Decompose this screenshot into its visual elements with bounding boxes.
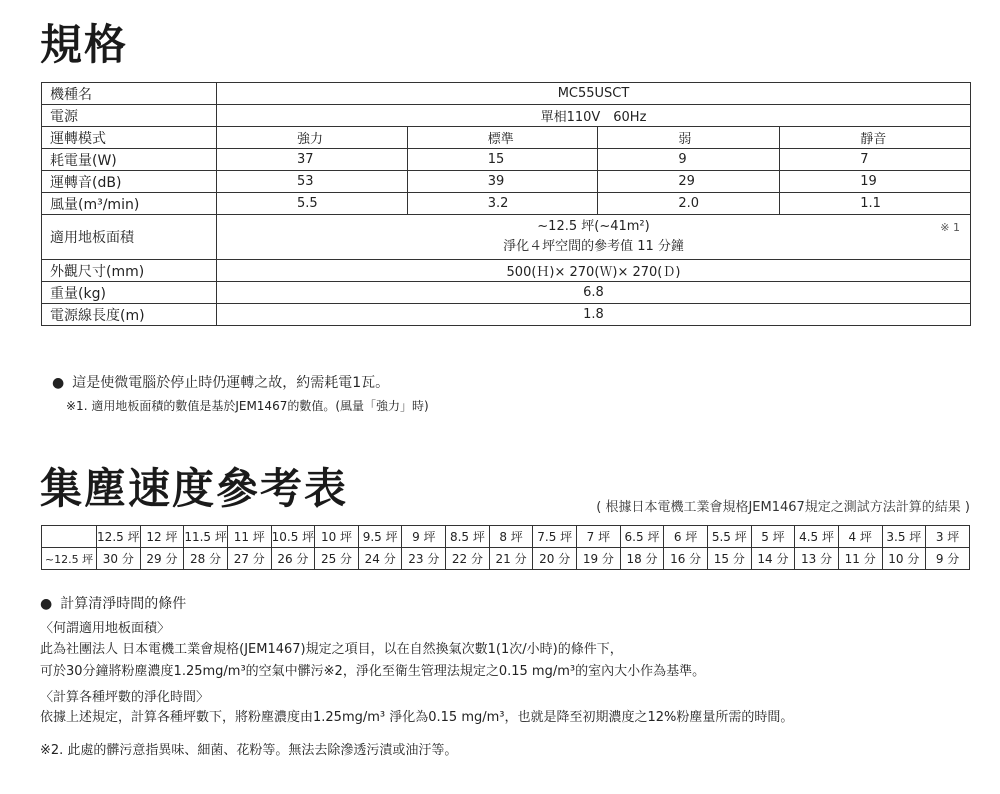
speed-time-cell: 14 分 (751, 548, 795, 570)
spec-value-cord: 1.8 (217, 304, 971, 326)
speed-area-cell: 8 坪 (489, 526, 533, 548)
speed-time-cell: 20 分 (533, 548, 577, 570)
speed-area-cell: 12 坪 (140, 526, 184, 548)
speed-time-cell: 23 分 (402, 548, 446, 570)
spec-row-watts (42, 149, 971, 171)
speed-time-cell: 11 分 (838, 548, 882, 570)
speed-area-cell: 7 坪 (577, 526, 621, 548)
speed-area-cell: 7.5 坪 (533, 526, 577, 548)
spec-label-cord-text: 電源線長度(m) (50, 307, 145, 324)
spec-air-weak: 2.0 (598, 193, 780, 215)
spec-row-mode (42, 127, 971, 149)
spec-label-mode (42, 127, 217, 149)
speed-table (41, 525, 970, 570)
spec-watts-weak: 9 (598, 149, 780, 171)
spec-row-model (42, 83, 971, 105)
spec-watts-quiet: 7 (780, 149, 971, 171)
speed-area-cell: 11 坪 (227, 526, 271, 548)
spec-label-watts (42, 149, 217, 171)
calc-footnote: ※2. 此處的髒污意指異味、細菌、花粉等。無法去除滲透污漬或油汙等。 (40, 743, 458, 758)
spec-mode-quiet: 靜音 (780, 127, 971, 149)
speed-time-cell: 25 分 (315, 548, 359, 570)
spec-value-power: 單相110V 60Hz (217, 105, 971, 127)
spec-noise-weak: 29 (598, 171, 780, 193)
speed-time-row (42, 548, 970, 570)
spec-row-air (42, 193, 971, 215)
spec-air-strong: 5.5 (217, 193, 408, 215)
spec-value-weight: 6.8 (217, 282, 971, 304)
speed-time-cell: 28 分 (184, 548, 228, 570)
speed-area-cell: 5 坪 (751, 526, 795, 548)
spec-row-noise (42, 171, 971, 193)
speed-section-subtitle: ( 根據日本電機工業會規格JEM1467規定之測試方法計算的結果 ) (596, 500, 970, 515)
calc-paragraph-1: 此為社團法人 日本電機工業會規格(JEM1467)規定之項目，以在自然換氣次數1(1次/小時)的條件下， (40, 642, 623, 657)
spec-table (41, 82, 971, 326)
spec-value-model: MC55USCT (217, 83, 971, 105)
spec-label-area-text: 適用地板面積 (50, 230, 134, 246)
spec-area-ref: ※ 1 (940, 221, 960, 234)
speed-area-cell: 10 坪 (315, 526, 359, 548)
spec-label-area (42, 215, 217, 260)
spec-label-model-text: 機種名 (50, 86, 92, 103)
spec-row-size (42, 260, 971, 282)
spec-note-bullet: ● 這是使微電腦於停止時仍運轉之故，約需耗電1瓦。 (52, 372, 389, 392)
spec-value-size: 500(Ｈ)× 270(Ｗ)× 270(Ｄ) (217, 260, 971, 282)
speed-time-cell: 21 分 (489, 548, 533, 570)
spec-row-area (42, 215, 971, 260)
speed-time-cell: 18 分 (620, 548, 664, 570)
speed-row-label: ~12.5 坪 (42, 548, 97, 570)
spec-row-cord (42, 304, 971, 326)
spec-label-power-text: 電源 (50, 108, 78, 125)
spec-noise-strong: 53 (217, 171, 408, 193)
speed-time-cell: 22 分 (446, 548, 490, 570)
spec-value-area (217, 215, 971, 260)
spec-area-line1: ~12.5 坪(~41m²) (537, 219, 650, 234)
spec-section-title: 規格 (40, 20, 129, 69)
spec-row-power (42, 105, 971, 127)
speed-area-cell: 3.5 坪 (882, 526, 926, 548)
spec-label-power (42, 105, 217, 127)
speed-time-cell: 13 分 (795, 548, 839, 570)
spec-area-line2: 淨化４坪空間的參考值 11 分鐘 (503, 239, 684, 254)
spec-label-weight (42, 282, 217, 304)
speed-time-cell: 27 分 (227, 548, 271, 570)
spec-label-cord (42, 304, 217, 326)
spec-label-watts-text: 耗電量(W) (50, 152, 117, 169)
spec-label-air (42, 193, 217, 215)
spec-mode-weak: 弱 (598, 127, 780, 149)
speed-header-row (42, 526, 970, 548)
spec-label-weight-text: 重量(kg) (50, 285, 106, 302)
spec-watts-standard: 15 (407, 149, 598, 171)
calc-heading-area: 〈何謂適用地板面積〉 (40, 621, 171, 636)
speed-time-cell: 16 分 (664, 548, 708, 570)
spec-noise-standard: 39 (407, 171, 598, 193)
spec-label-model (42, 83, 217, 105)
speed-area-cell: 10.5 坪 (271, 526, 315, 548)
spec-footnote: ※1. 適用地板面積的數值是基於JEM1467的數值。(風量「強力」時) (66, 399, 429, 413)
spec-label-air-text: 風量(m³/min) (50, 196, 140, 213)
speed-time-cell: 30 分 (97, 548, 141, 570)
calc-heading-time: 〈計算各種坪數的淨化時間〉 (40, 690, 210, 705)
spec-label-size (42, 260, 217, 282)
spec-label-noise (42, 171, 217, 193)
speed-section-title: 集塵速度參考表 (40, 464, 349, 513)
spec-mode-standard: 標準 (407, 127, 598, 149)
speed-area-cell: 11.5 坪 (184, 526, 228, 548)
speed-area-cell: 8.5 坪 (446, 526, 490, 548)
spec-mode-strong: 強力 (217, 127, 408, 149)
calc-conditions-bullet: ● 計算清淨時間的條件 (40, 593, 186, 613)
spec-label-noise-text: 運轉音(dB) (50, 174, 122, 191)
speed-area-cell: 9 坪 (402, 526, 446, 548)
spec-row-weight (42, 282, 971, 304)
speed-time-cell: 9 分 (926, 548, 970, 570)
spec-label-size-text: 外觀尺寸(mm) (50, 263, 145, 280)
speed-area-cell: 5.5 坪 (707, 526, 751, 548)
spec-label-mode-text: 運轉模式 (50, 130, 106, 147)
speed-area-cell: 3 坪 (926, 526, 970, 548)
speed-time-cell: 24 分 (358, 548, 402, 570)
speed-area-cell: 9.5 坪 (358, 526, 402, 548)
spec-watts-strong: 37 (217, 149, 408, 171)
speed-area-cell: 6 坪 (664, 526, 708, 548)
speed-time-cell: 26 分 (271, 548, 315, 570)
speed-area-cell: 12.5 坪 (97, 526, 141, 548)
speed-area-cell: 4 坪 (838, 526, 882, 548)
spec-air-standard: 3.2 (407, 193, 598, 215)
speed-area-cell: 4.5 坪 (795, 526, 839, 548)
speed-area-cell: 6.5 坪 (620, 526, 664, 548)
speed-time-cell: 10 分 (882, 548, 926, 570)
speed-time-cell: 29 分 (140, 548, 184, 570)
speed-time-cell: 15 分 (707, 548, 751, 570)
spec-noise-quiet: 19 (780, 171, 971, 193)
speed-corner-cell (42, 526, 97, 548)
calc-paragraph-3: 依據上述規定，計算各種坪數下，將粉塵濃度由1.25mg/m³ 淨化為0.15 mg/m³，也就是降至初期濃度之12%粉塵量所需的時間。 (40, 710, 794, 725)
speed-time-cell: 19 分 (577, 548, 621, 570)
spec-air-quiet: 1.1 (780, 193, 971, 215)
calc-paragraph-2: 可於30分鐘將粉塵濃度1.25mg/m³的空氣中髒污※2，淨化至衛生管理法規定之0.15 mg/m³的室內大小作為基準。 (40, 664, 706, 679)
